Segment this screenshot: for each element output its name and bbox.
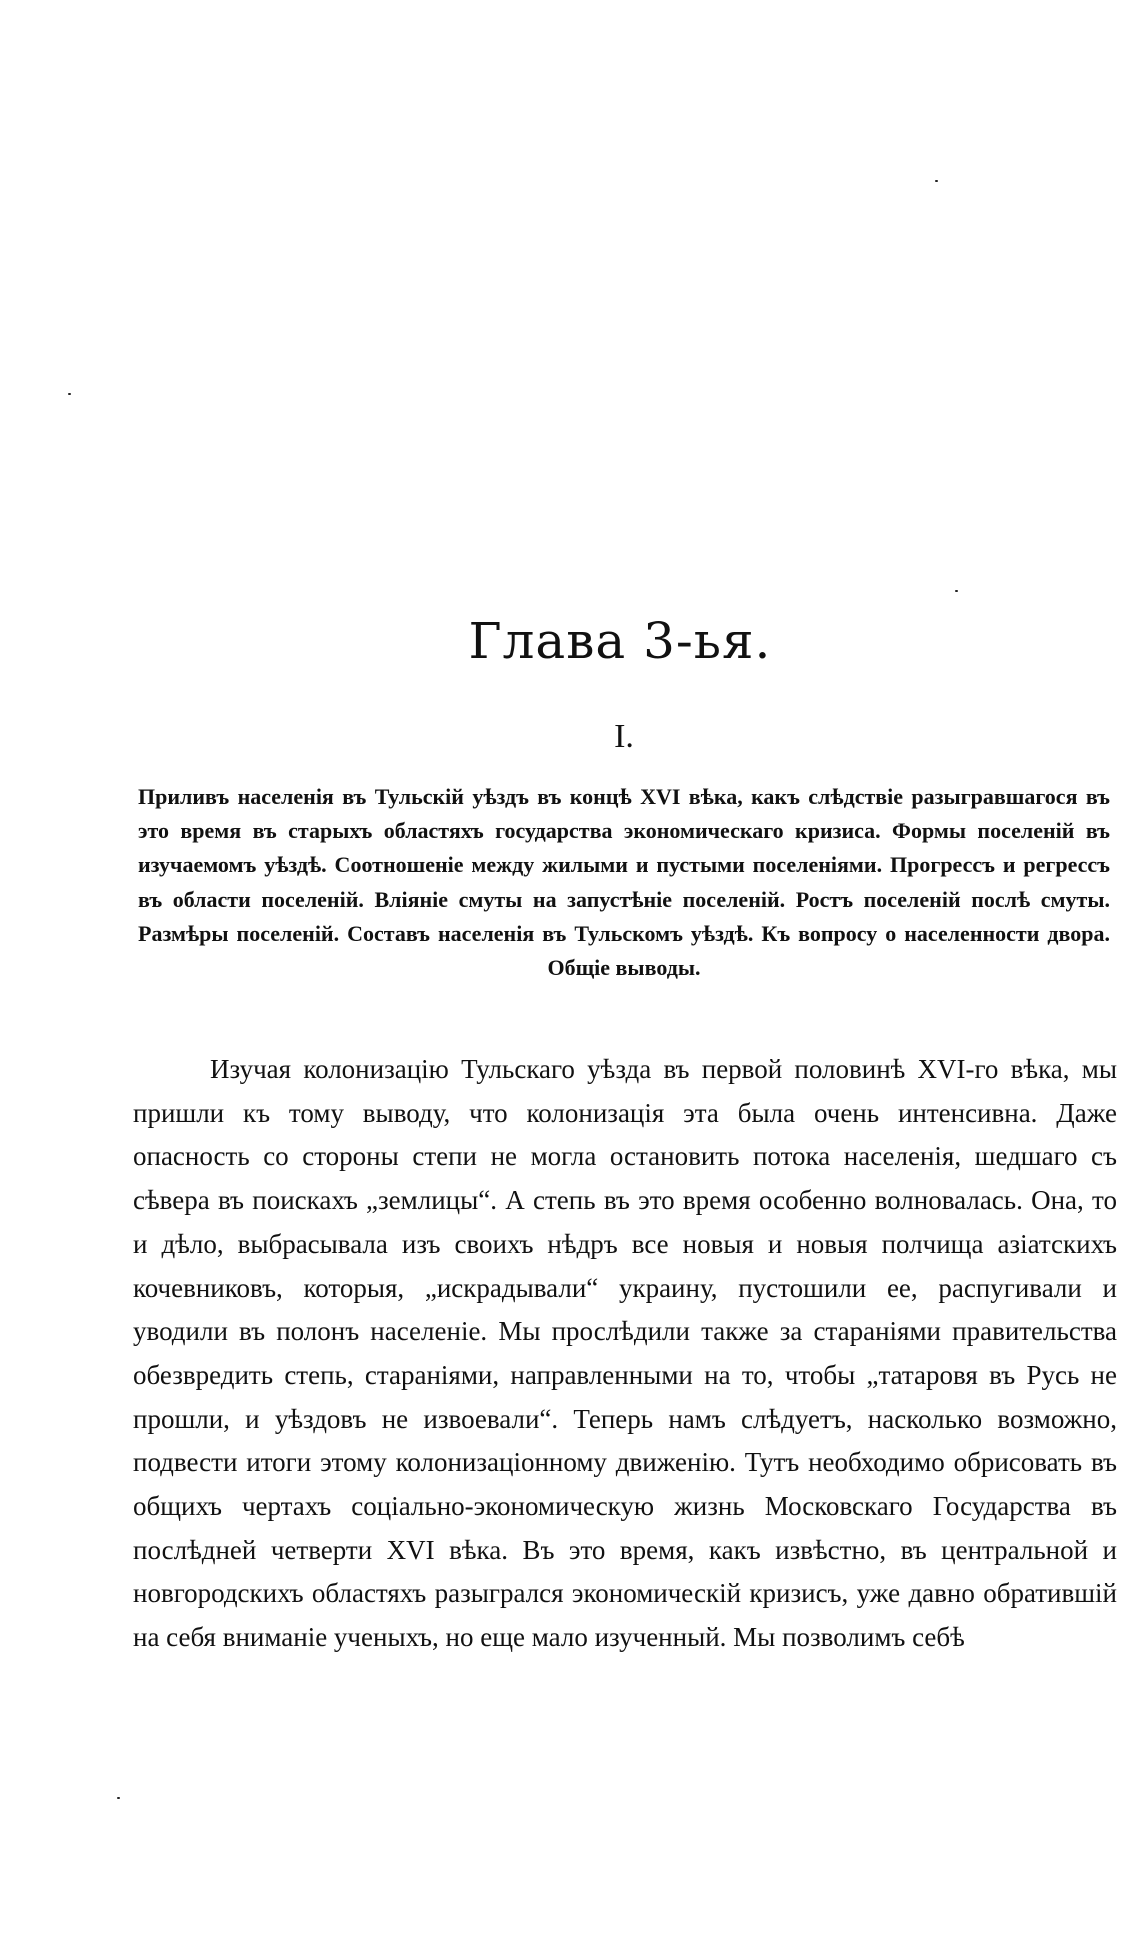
chapter-summary: Приливъ населенія въ Тульскій уѣздъ въ концѣ XVI вѣка, какъ слѣдствіе разыгравшагося въ это время въ старыхъ областяхъ государства экономическаго кризиса. Формы поселеній въ изучаемомъ уѣздѣ. Соотношеніе между жилыми и пустыми поселеніями. Прогрессъ и регрессъ въ области поселеній. Вліяніе смуты на запустѣніе поселеній. Ростъ поселеній послѣ смуты. Размѣры поселеній. Составъ населенія въ Тульскомъ уѣздѣ. Къ вопросу о населенности двора. Общіе выводы.	[138, 784, 1110, 981]
chapter-title: Глава 3-ья.	[468, 612, 772, 670]
section-number: I.	[614, 718, 634, 755]
print-speck	[68, 393, 71, 395]
body-paragraph: Изучая колонизацію Тульскаго уѣзда въ первой половинѣ XVI-го вѣка, мы пришли къ тому выводу, что колонизація эта была очень интенсивна. Даже опасность со стороны степи не могла остановить потока населенія, шедшаго съ сѣвера въ поискахъ „землицы“. А степь въ это время особенно волновалась. Она, то и дѣло, выбрасывала изъ своихъ нѣдръ все новыя и новыя полчища азіатскихъ кочевниковъ, которыя, „искрадывали“ украину, пустошили ее, распугивали и уводили въ полонъ населеніе. Мы прослѣдили также за стараніями правительства обезвредить степь, стараніями, направленными на то, чтобы „татаровя въ Русь не прошли, и уѣздовъ не извоевали“. Теперь намъ слѣдуетъ, насколько возможно, подвести итоги этому колонизаціонному движенію. Тутъ необходимо обрисовать въ общихъ чертахъ соціально-экономическую жизнь Московскаго Государства въ послѣдней четверти XVI вѣка. Въ это время, какъ извѣстно, въ центральной и новгородскихъ областяхъ разыгрался экономическій кризисъ, уже давно обратившій на себя вниманіе ученыхъ, но еще мало изученный. Мы позволимъ себѣ	[133, 1054, 1117, 1653]
print-speck	[955, 590, 958, 592]
print-speck	[117, 1797, 120, 1799]
print-speck	[935, 180, 938, 182]
